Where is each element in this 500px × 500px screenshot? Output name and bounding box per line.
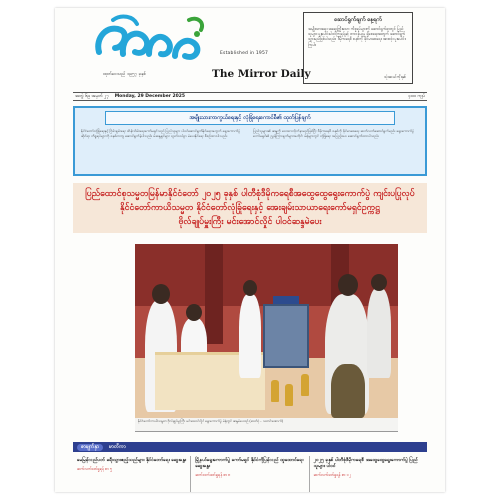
statement-box [73, 106, 427, 176]
english-title: The Mirror Daily [212, 68, 311, 80]
lead-photo [135, 244, 398, 418]
teaser[interactable] [191, 456, 309, 492]
date-english: Monday, 29 December 2025 [114, 94, 186, 99]
teaser-more-link[interactable]: ဆက်လက်ဖတ်ရှုရန် စာ ၁၂ [313, 472, 351, 478]
notice-title: ဆောင်ရွက်ချက် နေ့ရက် [334, 17, 382, 23]
statement-column-2: ပြည်သူများ၏ ဆန္ဒကို လေးစားလိုက်နာမည်ဖြစ်ပြီး ဒီမိုကရေစီ စနစ်ကို ခိုင်မာစေရေး ဆက်လက်ဆောင်ရွက်မည်။ ရွေးကောက်ပွဲ ကော်မရှင်၏ ညွှန်ကြားချက်များအတိုင်း မဲရုံများတွင် လုံခြုံရေး အပြည့်အဝ ဆောင်ရွက်ထားပါသည်။ [253, 129, 414, 139]
newspaper-logo [93, 14, 213, 68]
notice-body: အမျိုးသားရေး အရေးကြီးသော ကိစ္စရပ်များကို ဆောင်ရွက်ရာတွင် ပြည်သူများ ပူးပေါင်းပါဝင်ကြရန်နှင့် တာဝန်ယူမှု ရှိစေရေးအတွက် ဆောင်ရွက်သွားမည်ဖြစ်ပါသည်။ ဒီမိုကရေစီ စနစ်ကို ခိုင်မာစေရေး အားလုံး ပူးပေါင်းကြပါ။ [308, 26, 406, 47]
volume-number: အတွဲ ၆၉ အမှတ် ၂၇ [75, 93, 109, 99]
main-headline-line-2: နိုင်ငံတော်ကာယိသမ္မတ နိုင်ငံတော်လုံခြုံရေးနှင့် အေးချမ်းသာယာရေးကော်မရှင်ဥက္ကဋ္ဌ [120, 203, 380, 213]
masthead-subtitle: ထုတ်ဝေသည် ၁၉၅၇ ခုနှစ် [103, 72, 146, 77]
established-note: Established in 1957 [220, 51, 269, 56]
dateline [73, 92, 427, 101]
masthead [55, 8, 445, 90]
price: ၄၀၀ ကျပ် [408, 93, 425, 99]
teaser-more-link[interactable]: ဆက်လက်ဖတ်ရှုရန် စာ ၅ [77, 466, 113, 472]
teaser-text: ၂၀၂၅ ခုနှစ် ပါတီစုံဒီမိုကရေစီ အထွေထွေရွေးကောက်ပွဲ ပြည်သူများ ပါဝင် [313, 458, 418, 470]
main-headline [73, 183, 427, 233]
teaser-text: မြို့နယ်ရွေးကောက်ပွဲ ကော်မရှင် နိုင်ငံကိုပြန်လည် ထူထောင်ရေး ဆွေးနွေး [195, 458, 304, 470]
main-headline-line-3: ဗိုလ်ချုပ်မှူးကြီး မင်းအောင်လှိုင် ပါဝင်ဆန္ဒမဲပေး [178, 217, 322, 227]
inside-badge: စာမျက်နှာ [77, 444, 103, 451]
inside-bar [73, 442, 427, 452]
teasers [73, 456, 427, 492]
statement-column-1: နိုင်ငံတော်လုံခြုံရေးနှင့် ငြိမ်းချမ်းရေး ထိန်းသိမ်းရေးကော်မရှင်သည် ပြည်သူများ ပါဝင်ဆောင်ရွက်နိုင်ရေးအတွက် ရွေးကောက်ပွဲဆိုင်ရာ ကိစ္စရပ်များကို စနစ်တကျ ဆောင်ရွက်ခဲ့ပါသည်။ မဲဆန္ဒရှင်များ လွတ်လပ်စွာ မဲပေးနိုင်ရေး စီစဉ်ထားပါသည်။ [81, 129, 241, 139]
newspaper-front-page [55, 8, 445, 492]
notice-footer: သုံးဆယ်ကိုးနှစ် [384, 74, 406, 79]
statement-headline: အမျိုးသားကာကွယ်ရေးနှင့် လုံခြုံရေးကောင်စီ၏ ထုတ်ပြန်ချက် [105, 111, 395, 125]
teaser[interactable] [73, 456, 191, 492]
notice-box [303, 12, 413, 84]
inside-label: မာတိကာ [109, 443, 126, 450]
photo-caption: နိုင်ငံတော်ကာယိသမ္မတ ဗိုလ်ချုပ်မှူးကြီး မင်းအောင်လှိုင် ရွေးကောက်ပွဲ မဲရုံတွင် ဆန္ဒမဲပေးစဉ် (ဓာတ်ပုံ - သတင်းထောက်) [135, 418, 398, 432]
teaser[interactable] [310, 456, 427, 492]
teaser-more-link[interactable]: ဆက်လက်ဖတ်ရှုရန် စာ ၈ [195, 472, 231, 478]
main-headline-line-1: ပြည်ထောင်စုသမ္မတမြန်မာနိုင်ငံတော် ၂၀၂၅ ခုနှစ် ပါတီစုံဒီမိုကရေစီအထွေထွေရွေးကောက်ပွဲ ကျင်းပပြုလုပ် [85, 189, 415, 199]
teaser-text: မေမြန်လည်ပတ် ခရီးသွားဧည့်သည်များ နိုင်ငံတော်ရေး ဆွေးနွေး [77, 458, 187, 463]
